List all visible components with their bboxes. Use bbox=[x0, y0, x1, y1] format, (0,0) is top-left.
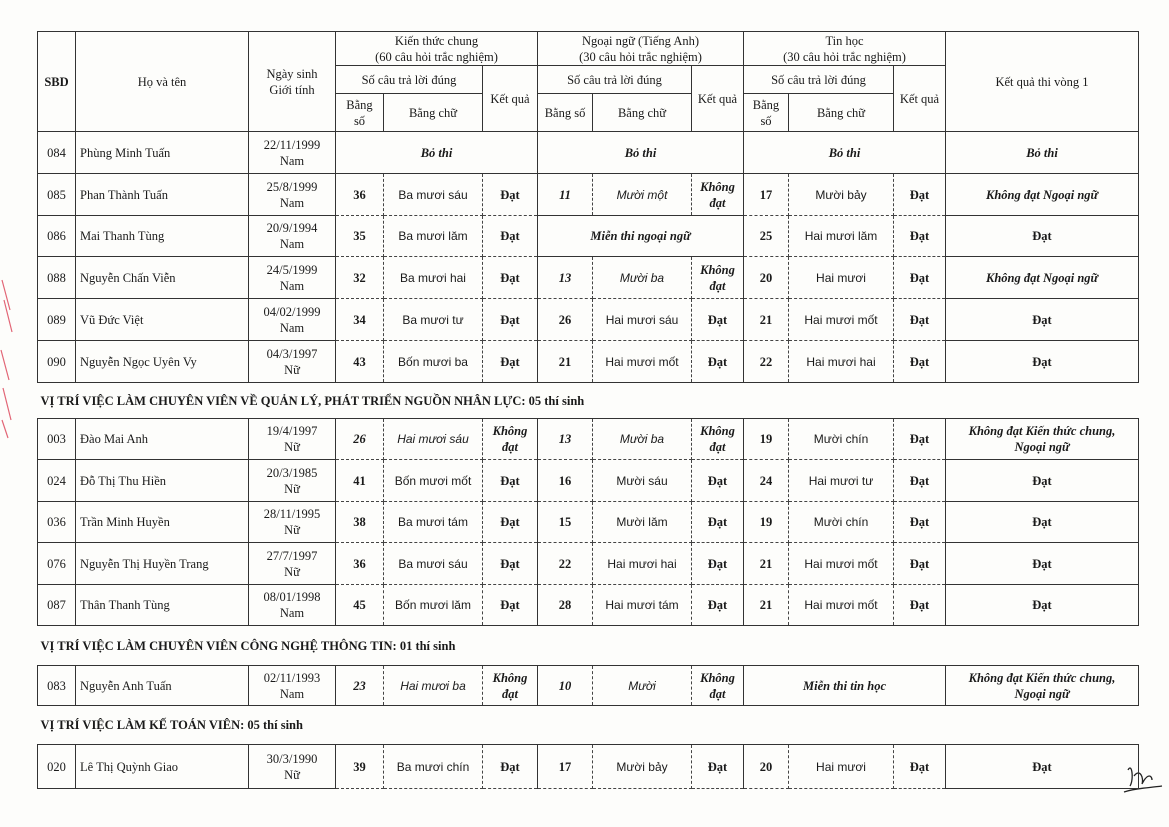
general-result bbox=[483, 666, 538, 706]
dob-cell bbox=[249, 666, 336, 706]
dob-cell bbox=[249, 419, 336, 460]
name-cell: Đào Mai Anh bbox=[76, 419, 249, 460]
final-result: Không đạt Ngoại ngữ bbox=[946, 257, 1139, 299]
header-num-1-b: số bbox=[353, 113, 366, 128]
sbd-cell: 084 bbox=[38, 132, 76, 174]
sex-value: Nam bbox=[279, 278, 305, 293]
final-result: Đạt bbox=[946, 216, 1139, 257]
it-result: Đạt bbox=[894, 257, 946, 299]
header-result-3: Kết quả bbox=[894, 66, 946, 132]
general-result: Đạt bbox=[483, 460, 538, 502]
table-row bbox=[38, 257, 1139, 299]
english-num: 26 bbox=[538, 299, 593, 341]
table-row bbox=[38, 419, 1139, 460]
sbd-cell: 087 bbox=[38, 585, 76, 626]
it-result: Đạt bbox=[894, 585, 946, 626]
it-words: Hai mươi bbox=[789, 257, 894, 299]
dob-cell bbox=[249, 543, 336, 585]
dob-cell bbox=[249, 745, 336, 789]
english-result-a: Không bbox=[700, 424, 735, 438]
dob-value: 22/11/1999 bbox=[263, 137, 321, 152]
english-result bbox=[692, 257, 744, 299]
header-correct-3: Số câu trả lời đúng bbox=[744, 66, 894, 94]
general-result: Đạt bbox=[483, 174, 538, 216]
final-result-b: Ngoại ngữ bbox=[1014, 440, 1070, 454]
table-row bbox=[38, 132, 1139, 174]
dob-cell bbox=[249, 132, 336, 174]
name-cell: Nguyễn Chấn Viễn bbox=[76, 257, 249, 299]
dob-value: 19/4/1997 bbox=[266, 424, 318, 438]
final-result bbox=[946, 419, 1139, 460]
general-result: Đạt bbox=[483, 341, 538, 383]
header-final: Kết quả thi vòng 1 bbox=[946, 32, 1139, 132]
final-result: Đạt bbox=[946, 460, 1139, 502]
english-num: 13 bbox=[538, 419, 593, 460]
final-result: Đạt bbox=[946, 745, 1139, 789]
english-result bbox=[692, 666, 744, 706]
english-result: Đạt bbox=[692, 745, 744, 789]
english-num: 22 bbox=[538, 543, 593, 585]
name-cell: Trần Minh Huyền bbox=[76, 502, 249, 543]
general-result: Đạt bbox=[483, 745, 538, 789]
english-result: Đạt bbox=[692, 502, 744, 543]
section-row bbox=[38, 626, 1139, 666]
header-english bbox=[538, 32, 744, 66]
sex-value: Nữ bbox=[284, 362, 300, 377]
general-result: Đạt bbox=[483, 585, 538, 626]
rows-group-2 bbox=[38, 383, 1139, 626]
name-cell: Phan Thành Tuấn bbox=[76, 174, 249, 216]
header-general-sub: (60 câu hỏi trắc nghiệm) bbox=[375, 49, 498, 64]
dob-value: 27/7/1997 bbox=[266, 548, 318, 563]
final-result-b: Ngoại ngữ bbox=[1014, 686, 1070, 701]
sex-value: Nam bbox=[279, 686, 305, 701]
header-num-3 bbox=[744, 94, 789, 132]
rows-group-1 bbox=[38, 132, 1139, 383]
header-dob bbox=[249, 32, 336, 132]
it-words: Hai mươi mốt bbox=[789, 299, 894, 341]
general-words: Ba mươi hai bbox=[384, 257, 483, 299]
section-heading: VỊ TRÍ VIỆC LÀM KẾ TOÁN VIÊN: 05 thí sinh bbox=[38, 706, 1139, 745]
sex-value: Nữ bbox=[284, 440, 300, 454]
it-num: 19 bbox=[744, 502, 789, 543]
it-num: 20 bbox=[744, 257, 789, 299]
it-result: Đạt bbox=[894, 174, 946, 216]
english-result: Đạt bbox=[692, 299, 744, 341]
english-result-a: Không bbox=[700, 670, 735, 685]
general-result bbox=[483, 419, 538, 460]
it-words: Mười chín bbox=[789, 419, 894, 460]
header-dob-line1: Ngày sinh bbox=[266, 66, 318, 81]
table-row bbox=[38, 745, 1139, 789]
general-result-a: Không bbox=[492, 670, 528, 685]
sbd-cell: 085 bbox=[38, 174, 76, 216]
sex-value: Nữ bbox=[284, 767, 300, 782]
english-num: 16 bbox=[538, 460, 593, 502]
table-header bbox=[38, 32, 1139, 132]
final-result: Không đạt Ngoại ngữ bbox=[946, 174, 1139, 216]
final-result: Đạt bbox=[946, 502, 1139, 543]
general-num: 34 bbox=[336, 299, 384, 341]
sbd-cell: 083 bbox=[38, 666, 76, 706]
it-words: Hai mươi tư bbox=[789, 460, 894, 502]
sbd-cell: 089 bbox=[38, 299, 76, 341]
header-correct-2: Số câu trả lời đúng bbox=[538, 66, 692, 94]
sbd-cell: 088 bbox=[38, 257, 76, 299]
absent-it: Bỏ thi bbox=[744, 132, 946, 174]
english-result-b: đạt bbox=[709, 440, 726, 454]
english-words: Hai mươi mốt bbox=[593, 341, 692, 383]
it-result: Đạt bbox=[894, 216, 946, 257]
table-row bbox=[38, 585, 1139, 626]
header-it bbox=[744, 32, 946, 66]
final-result: Đạt bbox=[946, 585, 1139, 626]
sex-value: Nữ bbox=[284, 523, 300, 537]
english-num: 28 bbox=[538, 585, 593, 626]
general-num: 36 bbox=[336, 543, 384, 585]
name-cell: Vũ Đức Việt bbox=[76, 299, 249, 341]
it-num: 25 bbox=[744, 216, 789, 257]
english-words: Mười ba bbox=[593, 257, 692, 299]
english-result bbox=[692, 419, 744, 460]
sbd-cell: 020 bbox=[38, 745, 76, 789]
english-result-a: Không bbox=[700, 262, 735, 277]
sbd-cell: 036 bbox=[38, 502, 76, 543]
it-exempt: Miễn thi tin học bbox=[744, 666, 946, 706]
final-result-a: Không đạt Kiến thức chung, bbox=[968, 670, 1116, 685]
general-words: Ba mươi tư bbox=[384, 299, 483, 341]
results-table bbox=[37, 31, 1139, 789]
general-words: Ba mươi sáu bbox=[384, 174, 483, 216]
general-num: 23 bbox=[336, 666, 384, 706]
name-cell: Nguyễn Thị Huyền Trang bbox=[76, 543, 249, 585]
general-num: 32 bbox=[336, 257, 384, 299]
table-row bbox=[38, 299, 1139, 341]
section-heading: VỊ TRÍ VIỆC LÀM CHUYÊN VIÊN CÔNG NGHỆ THÔNG TIN: 01 thí sinh bbox=[38, 626, 1139, 666]
dob-cell bbox=[249, 585, 336, 626]
table-row bbox=[38, 502, 1139, 543]
table-row bbox=[38, 216, 1139, 257]
header-words-1: Bằng chữ bbox=[384, 94, 483, 132]
name-cell: Nguyễn Anh Tuấn bbox=[76, 666, 249, 706]
final-result bbox=[946, 666, 1139, 706]
header-words-2: Bằng chữ bbox=[593, 94, 692, 132]
dob-value: 20/9/1994 bbox=[266, 221, 318, 235]
sex-value: Nam bbox=[279, 606, 305, 620]
general-num: 39 bbox=[336, 745, 384, 789]
header-english-sub: (30 câu hỏi trắc nghiệm) bbox=[579, 49, 702, 64]
english-words: Hai mươi tám bbox=[593, 585, 692, 626]
it-num: 21 bbox=[744, 299, 789, 341]
english-words: Mười ba bbox=[593, 419, 692, 460]
english-result: Đạt bbox=[692, 460, 744, 502]
header-dob-line2: Giới tính bbox=[269, 82, 315, 97]
english-num: 10 bbox=[538, 666, 593, 706]
english-result-a: Không bbox=[700, 179, 735, 194]
english-num: 21 bbox=[538, 341, 593, 383]
table-row bbox=[38, 460, 1139, 502]
sex-value: Nam bbox=[279, 195, 305, 210]
english-num: 15 bbox=[538, 502, 593, 543]
it-result: Đạt bbox=[894, 543, 946, 585]
sex-value: Nữ bbox=[284, 564, 300, 579]
english-words: Mười bảy bbox=[593, 745, 692, 789]
it-num: 20 bbox=[744, 745, 789, 789]
header-num-3-a: Bằng bbox=[752, 97, 780, 112]
english-num: 17 bbox=[538, 745, 593, 789]
general-words: Ba mươi chín bbox=[384, 745, 483, 789]
dob-value: 30/3/1990 bbox=[266, 751, 318, 766]
header-num-1 bbox=[336, 94, 384, 132]
dob-value: 25/8/1999 bbox=[266, 179, 318, 194]
table-row bbox=[38, 543, 1139, 585]
table-row bbox=[38, 341, 1139, 383]
header-it-title: Tin học bbox=[825, 33, 864, 48]
header-words-3: Bằng chữ bbox=[789, 94, 894, 132]
english-words: Mười một bbox=[593, 174, 692, 216]
rows-group-3 bbox=[38, 626, 1139, 706]
general-num: 26 bbox=[336, 419, 384, 460]
name-cell: Lê Thị Quỳnh Giao bbox=[76, 745, 249, 789]
red-stamp-fragment bbox=[0, 270, 14, 440]
it-words: Hai mươi bbox=[789, 745, 894, 789]
sex-value: Nam bbox=[279, 153, 305, 168]
english-result bbox=[692, 174, 744, 216]
it-words: Hai mươi hai bbox=[789, 341, 894, 383]
english-words: Hai mươi hai bbox=[593, 543, 692, 585]
it-num: 21 bbox=[744, 585, 789, 626]
sbd-cell: 076 bbox=[38, 543, 76, 585]
general-words: Bốn mươi ba bbox=[384, 341, 483, 383]
general-words: Ba mươi tám bbox=[384, 502, 483, 543]
english-result-b: đạt bbox=[709, 278, 726, 293]
sbd-cell: 090 bbox=[38, 341, 76, 383]
header-num-2: Bằng số bbox=[538, 94, 593, 132]
table-row bbox=[38, 174, 1139, 216]
general-words: Hai mươi ba bbox=[384, 666, 483, 706]
it-result: Đạt bbox=[894, 341, 946, 383]
name-cell: Thân Thanh Tùng bbox=[76, 585, 249, 626]
final-result: Đạt bbox=[946, 543, 1139, 585]
name-cell: Phùng Minh Tuấn bbox=[76, 132, 249, 174]
it-words: Mười bảy bbox=[789, 174, 894, 216]
dob-value: 28/11/1995 bbox=[263, 507, 321, 521]
dob-cell bbox=[249, 460, 336, 502]
english-result-b: đạt bbox=[709, 195, 726, 210]
general-result: Đạt bbox=[483, 257, 538, 299]
header-num-1-a: Bằng bbox=[346, 97, 373, 112]
english-exempt: Miễn thi ngoại ngữ bbox=[538, 216, 744, 257]
dob-cell bbox=[249, 216, 336, 257]
header-english-title: Ngoại ngữ (Tiếng Anh) bbox=[581, 33, 700, 48]
general-words: Ba mươi sáu bbox=[384, 543, 483, 585]
english-words: Mười sáu bbox=[593, 460, 692, 502]
it-words: Hai mươi lăm bbox=[789, 216, 894, 257]
general-result: Đạt bbox=[483, 216, 538, 257]
it-result: Đạt bbox=[894, 299, 946, 341]
general-num: 43 bbox=[336, 341, 384, 383]
it-num: 21 bbox=[744, 543, 789, 585]
english-result: Đạt bbox=[692, 585, 744, 626]
it-num: 24 bbox=[744, 460, 789, 502]
dob-value: 02/11/1993 bbox=[263, 670, 321, 685]
dob-cell bbox=[249, 174, 336, 216]
general-result: Đạt bbox=[483, 299, 538, 341]
it-words: Hai mươi mốt bbox=[789, 585, 894, 626]
header-result-1: Kết quả bbox=[483, 66, 538, 132]
final-result-a: Không đạt Kiến thức chung, bbox=[968, 424, 1116, 438]
dob-value: 24/5/1999 bbox=[266, 262, 318, 277]
it-result: Đạt bbox=[894, 502, 946, 543]
name-cell: Đỗ Thị Thu Hiền bbox=[76, 460, 249, 502]
section-row bbox=[38, 383, 1139, 419]
dob-cell bbox=[249, 502, 336, 543]
general-num: 36 bbox=[336, 174, 384, 216]
english-result: Đạt bbox=[692, 341, 744, 383]
header-sbd: SBD bbox=[38, 32, 76, 132]
general-result-b: đạt bbox=[502, 686, 518, 701]
general-num: 35 bbox=[336, 216, 384, 257]
it-words: Hai mươi mốt bbox=[789, 543, 894, 585]
english-words: Mười bbox=[593, 666, 692, 706]
general-words: Bốn mươi mốt bbox=[384, 460, 483, 502]
header-general bbox=[336, 32, 538, 66]
general-words: Bốn mươi lăm bbox=[384, 585, 483, 626]
general-result: Đạt bbox=[483, 543, 538, 585]
it-result: Đạt bbox=[894, 419, 946, 460]
name-cell: Nguyễn Ngọc Uyên Vy bbox=[76, 341, 249, 383]
sex-value: Nam bbox=[279, 237, 305, 251]
dob-cell bbox=[249, 257, 336, 299]
english-words: Mười lăm bbox=[593, 502, 692, 543]
table-row bbox=[38, 666, 1139, 706]
absent-english: Bỏ thi bbox=[538, 132, 744, 174]
dob-cell bbox=[249, 341, 336, 383]
dob-value: 20/3/1985 bbox=[266, 465, 318, 480]
header-general-title: Kiến thức chung bbox=[394, 33, 479, 48]
general-words: Ba mươi lăm bbox=[384, 216, 483, 257]
header-num-3-b: số bbox=[760, 113, 772, 128]
final-result: Đạt bbox=[946, 341, 1139, 383]
header-correct-1: Số câu trả lời đúng bbox=[336, 66, 483, 94]
sex-value: Nữ bbox=[284, 481, 300, 496]
dob-cell bbox=[249, 299, 336, 341]
section-row bbox=[38, 706, 1139, 745]
it-num: 17 bbox=[744, 174, 789, 216]
section-heading: VỊ TRÍ VIỆC LÀM CHUYÊN VIÊN VỀ QUẢN LÝ, PHÁT TRIỂN NGUỒN NHÂN LỰC: 05 thí sinh bbox=[38, 383, 1139, 419]
header-name: Họ và tên bbox=[76, 32, 249, 132]
general-result-a: Không bbox=[492, 424, 528, 438]
sbd-cell: 003 bbox=[38, 419, 76, 460]
general-result-b: đạt bbox=[502, 440, 518, 454]
it-words: Mười chín bbox=[789, 502, 894, 543]
dob-value: 04/02/1999 bbox=[263, 304, 321, 319]
english-words: Hai mươi sáu bbox=[593, 299, 692, 341]
it-result: Đạt bbox=[894, 745, 946, 789]
final-result: Bỏ thi bbox=[946, 132, 1139, 174]
rows-group-4 bbox=[38, 706, 1139, 789]
sbd-cell: 086 bbox=[38, 216, 76, 257]
sbd-cell: 024 bbox=[38, 460, 76, 502]
sex-value: Nam bbox=[279, 320, 305, 335]
it-result: Đạt bbox=[894, 460, 946, 502]
name-cell: Mai Thanh Tùng bbox=[76, 216, 249, 257]
general-num: 38 bbox=[336, 502, 384, 543]
dob-value: 08/01/1998 bbox=[263, 590, 321, 604]
english-num: 13 bbox=[538, 257, 593, 299]
general-words: Hai mươi sáu bbox=[384, 419, 483, 460]
header-it-sub: (30 câu hỏi trắc nghiệm) bbox=[783, 49, 906, 64]
dob-value: 04/3/1997 bbox=[266, 346, 318, 361]
general-num: 45 bbox=[336, 585, 384, 626]
it-num: 19 bbox=[744, 419, 789, 460]
absent-general: Bỏ thi bbox=[336, 132, 538, 174]
general-result: Đạt bbox=[483, 502, 538, 543]
final-result: Đạt bbox=[946, 299, 1139, 341]
it-num: 22 bbox=[744, 341, 789, 383]
english-num: 11 bbox=[538, 174, 593, 216]
general-num: 41 bbox=[336, 460, 384, 502]
english-result: Đạt bbox=[692, 543, 744, 585]
english-result-b: đạt bbox=[709, 686, 726, 701]
header-result-2: Kết quả bbox=[692, 66, 744, 132]
